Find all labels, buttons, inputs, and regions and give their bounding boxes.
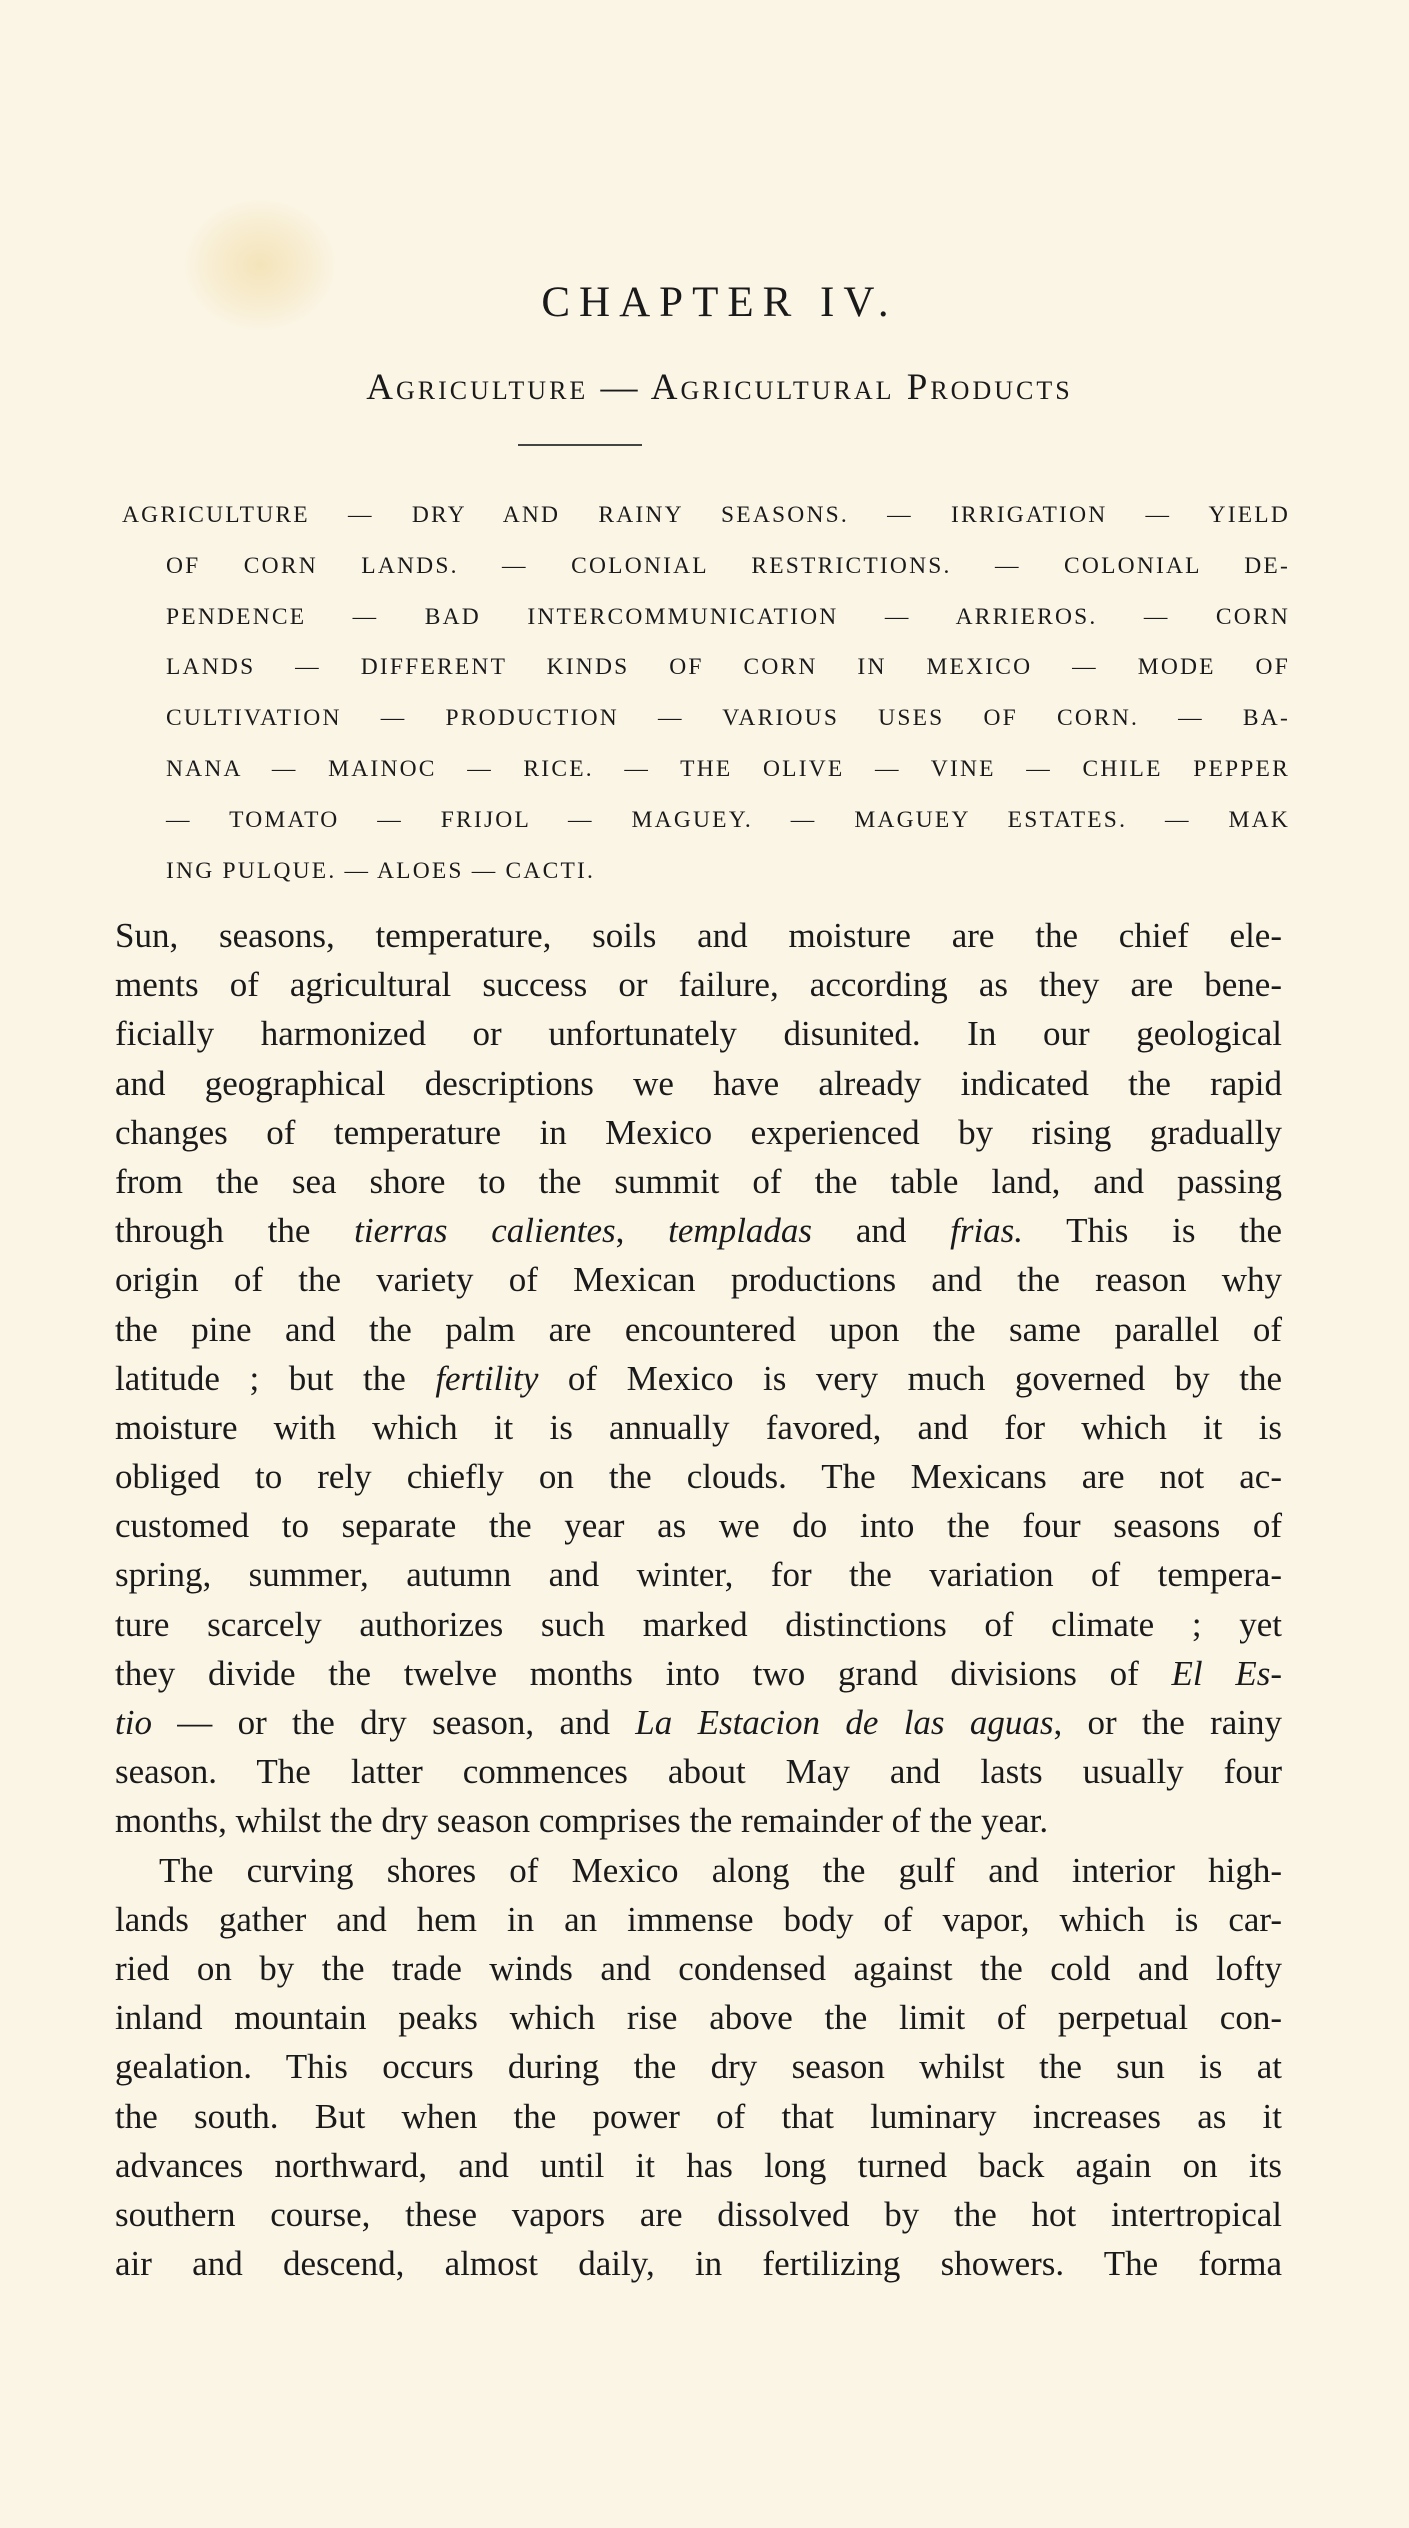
italic-text: fertility (435, 1358, 539, 1398)
text-line (115, 2141, 1282, 2190)
text-line (115, 1698, 1282, 1747)
text-segment: southern course, these vapors are dissolved by the hot intertropical (115, 2194, 1282, 2234)
text-line (115, 1009, 1282, 1058)
text-line (115, 2190, 1282, 2239)
summary-line: LANDS — DIFFERENT KINDS OF CORN IN MEXICO — MODE OF (166, 654, 1290, 681)
text-segment: moisture with which it is annually favored, and for which it is (115, 1407, 1282, 1447)
chapter-summary (122, 490, 1290, 896)
text-line (115, 1059, 1282, 1108)
italic-text: El Es- (1171, 1653, 1283, 1693)
text-segment: air and descend, almost daily, in fertilizing showers. The forma (115, 2244, 1282, 2284)
summary-line: AGRICULTURE — DRY AND RAINY SEASONS. — IRRIGATION — YIELD (122, 502, 1290, 528)
summary-line: ING PULQUE. — ALOES — CACTI. (166, 857, 596, 884)
text-line (115, 1452, 1282, 1501)
text-segment: ments of agricultural success or failure, according as they are bene- (115, 965, 1282, 1005)
text-line (115, 1649, 1282, 1698)
text-line (115, 1600, 1282, 1649)
text-line (115, 1403, 1282, 1452)
summary-line: PENDENCE — BAD INTERCOMMUNICATION — ARRIEROS. — CORN (166, 603, 1290, 630)
italic-text: tierras calientes (354, 1211, 616, 1251)
text-line (115, 1157, 1282, 1206)
text-segment: changes of temperature in Mexico experienced by rising gradually (115, 1112, 1282, 1152)
summary-line: NANA — MAINOC — RICE. — THE OLIVE — VINE — CHILE PEPPER (166, 755, 1290, 782)
text-segment: months, whilst the dry season comprises the remainder of the year. (115, 1801, 1049, 1841)
text-line (115, 1944, 1282, 1993)
text-segment: latitude ; but the (115, 1358, 436, 1398)
text-segment: of Mexico is very much governed by the (538, 1358, 1282, 1398)
text-segment: ture scarcely authorizes such marked distinctions of climate ; yet (115, 1604, 1282, 1644)
text-segment: Sun, seasons, temperature, soils and moisture are the chief ele- (115, 916, 1282, 955)
text-segment: the pine and the palm are encountered upon the same parallel of (115, 1309, 1282, 1349)
text-segment: origin of the variety of Mexican productions and the reason why (115, 1260, 1282, 1300)
text-line (115, 1501, 1282, 1550)
title-divider (518, 444, 642, 446)
text-segment: This is the (1023, 1211, 1283, 1251)
text-segment: and (812, 1211, 951, 1251)
body-text (115, 911, 1282, 2288)
text-line (115, 1895, 1282, 1944)
italic-text: templadas (668, 1211, 813, 1251)
text-line (115, 1846, 1282, 1895)
text-line (115, 1206, 1282, 1255)
text-segment: The curving shores of Mexico along the gulf and interior high- (159, 1850, 1282, 1890)
text-line (115, 1255, 1282, 1304)
text-segment: ried on by the trade winds and condensed against the cold and lofty (115, 1948, 1282, 1988)
text-line (115, 1305, 1282, 1354)
text-line (115, 2239, 1282, 2288)
text-segment: from the sea shore to the summit of the table land, and passing (115, 1161, 1282, 1201)
text-segment: spring, summer, autumn and winter, for the variation of tempera- (115, 1555, 1282, 1595)
text-segment: lands gather and hem in an immense body of vapor, which is car- (115, 1899, 1282, 1939)
text-line (115, 1796, 1282, 1845)
text-segment: , or the rainy (1053, 1703, 1283, 1742)
text-segment: they divide the twelve months into two grand divisions of (115, 1653, 1172, 1693)
text-segment: ficially harmonized or unfortunately disunited. In our geological (115, 1014, 1282, 1054)
text-line (115, 1993, 1282, 2042)
text-segment: , (615, 1211, 669, 1251)
summary-line: CULTIVATION — PRODUCTION — VARIOUS USES OF CORN. — BA- (166, 705, 1290, 732)
chapter-title: CHAPTER IV. (541, 279, 898, 326)
text-line (115, 1550, 1282, 1599)
text-segment: advances northward, and until it has long turned back again on its (115, 2145, 1282, 2185)
text-segment: obliged to rely chiefly on the clouds. The Mexicans are not ac- (115, 1457, 1282, 1497)
italic-text: La Estacion de las aguas (635, 1703, 1054, 1742)
text-segment: — or the dry season, and (151, 1703, 636, 1742)
text-segment: and geographical descriptions we have already indicated the rapid (115, 1063, 1282, 1103)
text-line (115, 911, 1282, 960)
text-segment: customed to separate the year as we do into the four seasons of (115, 1506, 1282, 1546)
text-line (115, 1354, 1282, 1403)
summary-line: — TOMATO — FRIJOL — MAGUEY. — MAGUEY ESTATES. — MAK (166, 806, 1290, 833)
text-segment: through the (115, 1211, 355, 1251)
text-line (115, 1747, 1282, 1796)
text-segment: gealation. This occurs during the dry season whilst the sun is at (115, 2047, 1282, 2087)
text-line (115, 960, 1282, 1009)
text-segment: season. The latter commences about May and lasts usually four (115, 1752, 1282, 1792)
text-line (115, 2092, 1282, 2141)
summary-line: OF CORN LANDS. — COLONIAL RESTRICTIONS. — COLONIAL DE- (166, 552, 1290, 579)
text-segment: the south. But when the power of that luminary increases as it (115, 2096, 1282, 2136)
text-line (115, 2042, 1282, 2091)
italic-text: frias. (950, 1211, 1024, 1251)
chapter-subtitle: Agriculture — Agricultural Products (366, 367, 1073, 408)
text-line (115, 1108, 1282, 1157)
italic-text: tio (115, 1703, 152, 1742)
text-segment: inland mountain peaks which rise above the limit of perpetual con- (115, 1998, 1282, 2038)
